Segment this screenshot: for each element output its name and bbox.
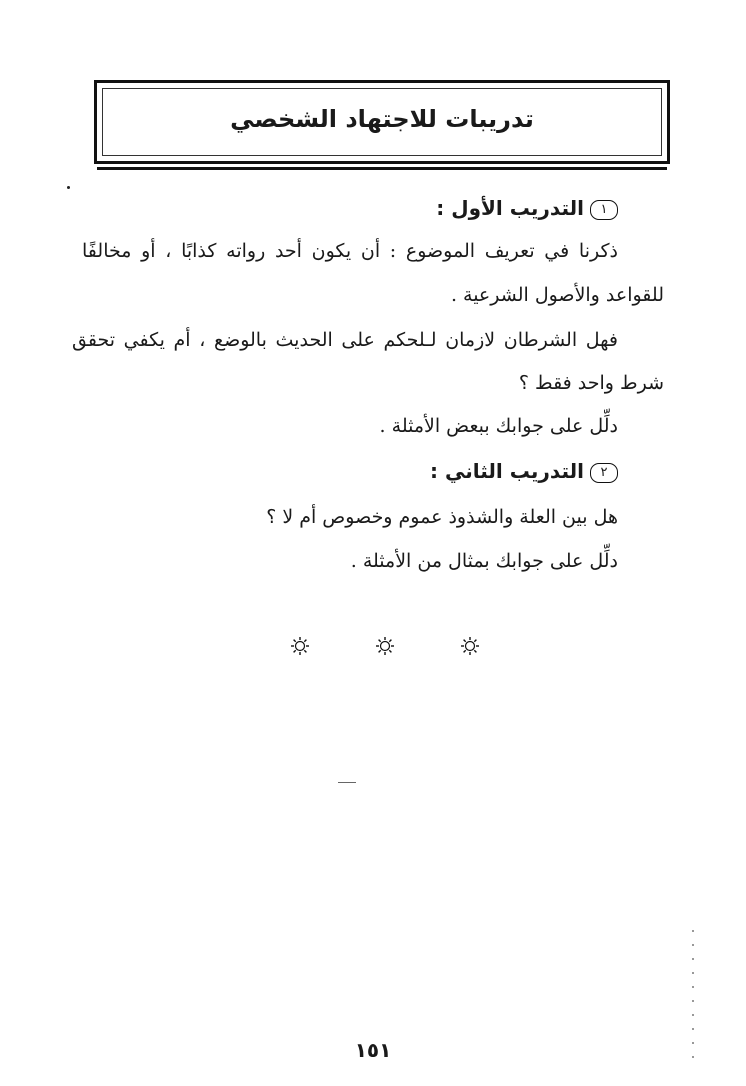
star-burst-ornament-icon: [375, 636, 395, 656]
scan-speck: [67, 186, 70, 189]
title-frame: [94, 80, 670, 164]
exercise-2-heading-text: التدريب الثاني :: [430, 459, 584, 483]
exercise-1-line-5: دلِّل على جوابك ببعض الأمثلة .: [379, 415, 618, 437]
exercise-2-line-1: هل بين العلة والشذوذ عموم وخصوص أم لا ؟: [266, 506, 618, 528]
exercise-2-number-badge: ٢: [590, 463, 618, 483]
page-number: ١٥١: [354, 1038, 392, 1062]
exercise-2-heading: [430, 456, 618, 486]
exercise-1-line-1: ذكرنا في تعريف الموضوع : أن يكون أحد رواته كذابًا ، أو مخالفًا: [82, 240, 618, 262]
exercise-1-line-2: للقواعد والأصول الشرعية .: [450, 284, 664, 306]
exercise-2-line-2: دلِّل على جوابك بمثال من الأمثلة .: [350, 550, 618, 572]
exercise-1-heading-text: التدريب الأول :: [436, 196, 584, 220]
scan-dash-mark: [338, 782, 356, 783]
star-burst-ornament-icon: [290, 636, 310, 656]
page-title: تدريبات للاجتهاد الشخصي: [230, 105, 534, 133]
exercise-1-heading: [436, 193, 618, 223]
exercise-1-number-badge: ١: [590, 200, 618, 220]
star-burst-ornament-icon: [460, 636, 480, 656]
section-end-ornaments: [290, 636, 480, 660]
exercise-1-line-4: شرط واحد فقط ؟: [518, 372, 664, 394]
title-underline: [97, 167, 667, 170]
exercise-1-line-3: فهل الشرطان لازمان لـلحكم على الحديث بالوضع ، أم يكفي تحقق: [72, 329, 618, 351]
